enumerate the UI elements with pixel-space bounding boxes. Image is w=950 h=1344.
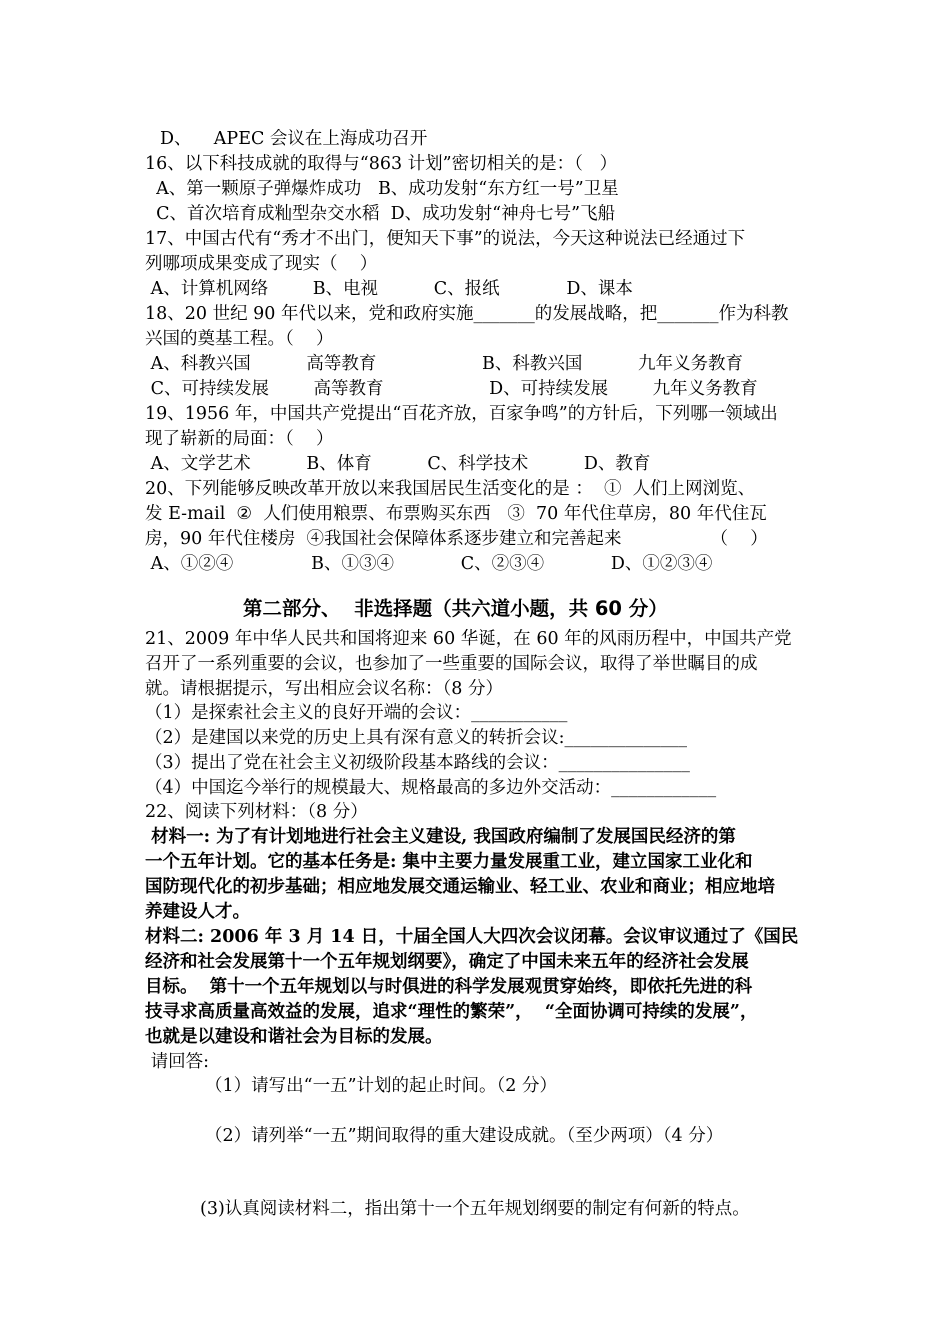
q20-options: A、①②④ B、①③④ C、②③④ D、①②③④	[145, 554, 713, 574]
q22-material2-line4: 技寻求高质量高效益的发展，追求“理性的繁荣”， “全面协调可持续的发展”，	[145, 1002, 758, 1022]
q22-material1-line2: 一个五年计划。它的基本任务是: 集中主要力量发展重工业，建立国家工业化和	[145, 852, 753, 872]
q19-options: A、文学艺术 B、体育 C、科学技术 D、教育	[145, 454, 651, 474]
q18-options-ab: A、科教兴国 高等教育 B、科教兴国 九年义务教育	[145, 354, 744, 374]
q16-options-ab: A、第一颗原子弹爆炸成功 B、成功发射“东方红一号”卫星	[145, 179, 619, 199]
q22-material2-line1: 材料二: 2006 年 3 月 14 日，十届全国人大四次会议闭幕。会议审议通过了《国民	[145, 927, 799, 947]
q20-stem-line3: 房，90 年代住楼房 ④我国社会保障体系逐步建立和完善起来 （ ）	[145, 529, 768, 549]
q21-stem-line3: 就。请根据提示，写出相应会议名称：（8 分）	[145, 679, 503, 699]
q22-material2-line5: 也就是以建设和谐社会为目标的发展。	[145, 1027, 443, 1047]
q20-stem-line1: 20、下列能够反映改革开放以来我国居民生活变化的是 ： ① 人们上网浏览、	[145, 479, 756, 499]
q17-stem-line2: 列哪项成果变成了现实（ ）	[145, 254, 378, 274]
q22-sub3: (3)认真阅读材料二，指出第十一个五年规划纲要的制定有何新的特点。	[200, 1199, 750, 1219]
q22-material2-line3: 目标。 第十一个五年规划以与时俱进的科学发展观贯穿始终，即依托先进的科	[145, 977, 753, 997]
q20-stem-line2: 发 E-mail ② 人们使用粮票、布票购买东西 ③ 70 年代住草房，80 年代住瓦	[145, 504, 767, 524]
q21-sub4: （4）中国迄今举行的规模最大、规格最高的多边外交活动：____________	[145, 778, 717, 798]
q22-stem: 22、阅读下列材料：（8 分）	[145, 802, 368, 822]
q15-option-d: D、 APEC 会议在上海成功召开	[160, 129, 428, 149]
q22-sub1: （1）请写出“一五”计划的起止时间。（2 分）	[205, 1076, 557, 1096]
q16-stem: 16、以下科技成就的取得与“863 计划”密切相关的是：（ ）	[145, 154, 618, 174]
q22-material1-line4: 养建设人才。	[145, 902, 250, 922]
q21-sub2: （2）是建国以来党的历史上具有深有意义的转折会议:______________	[145, 728, 688, 748]
q19-stem-line1: 19、1956 年，中国共产党提出“百花齐放，百家争鸣”的方针后，下列哪一领域出	[145, 404, 778, 424]
q19-stem-line2: 现了崭新的局面：（ ）	[145, 429, 334, 449]
q17-stem-line1: 17、中国古代有“秀才不出门，便知天下事”的说法，今天这种说法已经通过下	[145, 229, 746, 249]
q17-options: A、计算机网络 B、电视 C、报纸 D、课本	[145, 279, 633, 299]
q21-sub1: （1）是探索社会主义的良好开端的会议：___________	[145, 703, 568, 723]
q18-options-cd: C、可持续发展 高等教育 D、可持续发展 九年义务教育	[145, 379, 758, 399]
q22-material1-line3: 国防现代化的初步基础；相应地发展交通运输业、轻工业、农业和商业；相应地培	[145, 877, 775, 897]
q22-answer-prompt: 请回答:	[145, 1052, 209, 1072]
q22-material2-line2: 经济和社会发展第十一个五年规划纲要》，确定了中国未来五年的经济社会发展	[145, 952, 749, 972]
q18-stem-line2: 兴国的奠基工程。（ ）	[145, 329, 334, 349]
q22-material1-line1: 材料一: 为了有计划地进行社会主义建设, 我国政府编制了发展国民经济的第	[145, 827, 736, 847]
q16-options-cd: C、首次培育成籼型杂交水稻 D、成功发射“神舟七号”飞船	[145, 204, 616, 224]
q22-sub2: （2）请列举“一五”期间取得的重大建设成就。（至少两项）（4 分）	[205, 1126, 724, 1146]
q21-stem-line2: 召开了一系列重要的会议，也参加了一些重要的国际会议，取得了举世瞩目的成	[145, 654, 758, 674]
q18-stem-line1: 18、20 世纪 90 年代以来，党和政府实施_______的发展战略，把_______作为科教	[145, 304, 789, 324]
q21-sub3: （3）提出了党在社会主义初级阶段基本路线的会议：_______________	[145, 753, 690, 773]
part2-heading: 第二部分、 非选择题（共六道小题，共 60 分）	[243, 597, 668, 620]
q21-stem-line1: 21、2009 年中华人民共和国将迎来 60 华诞，在 60 年的风雨历程中，中国共产党	[145, 629, 792, 649]
